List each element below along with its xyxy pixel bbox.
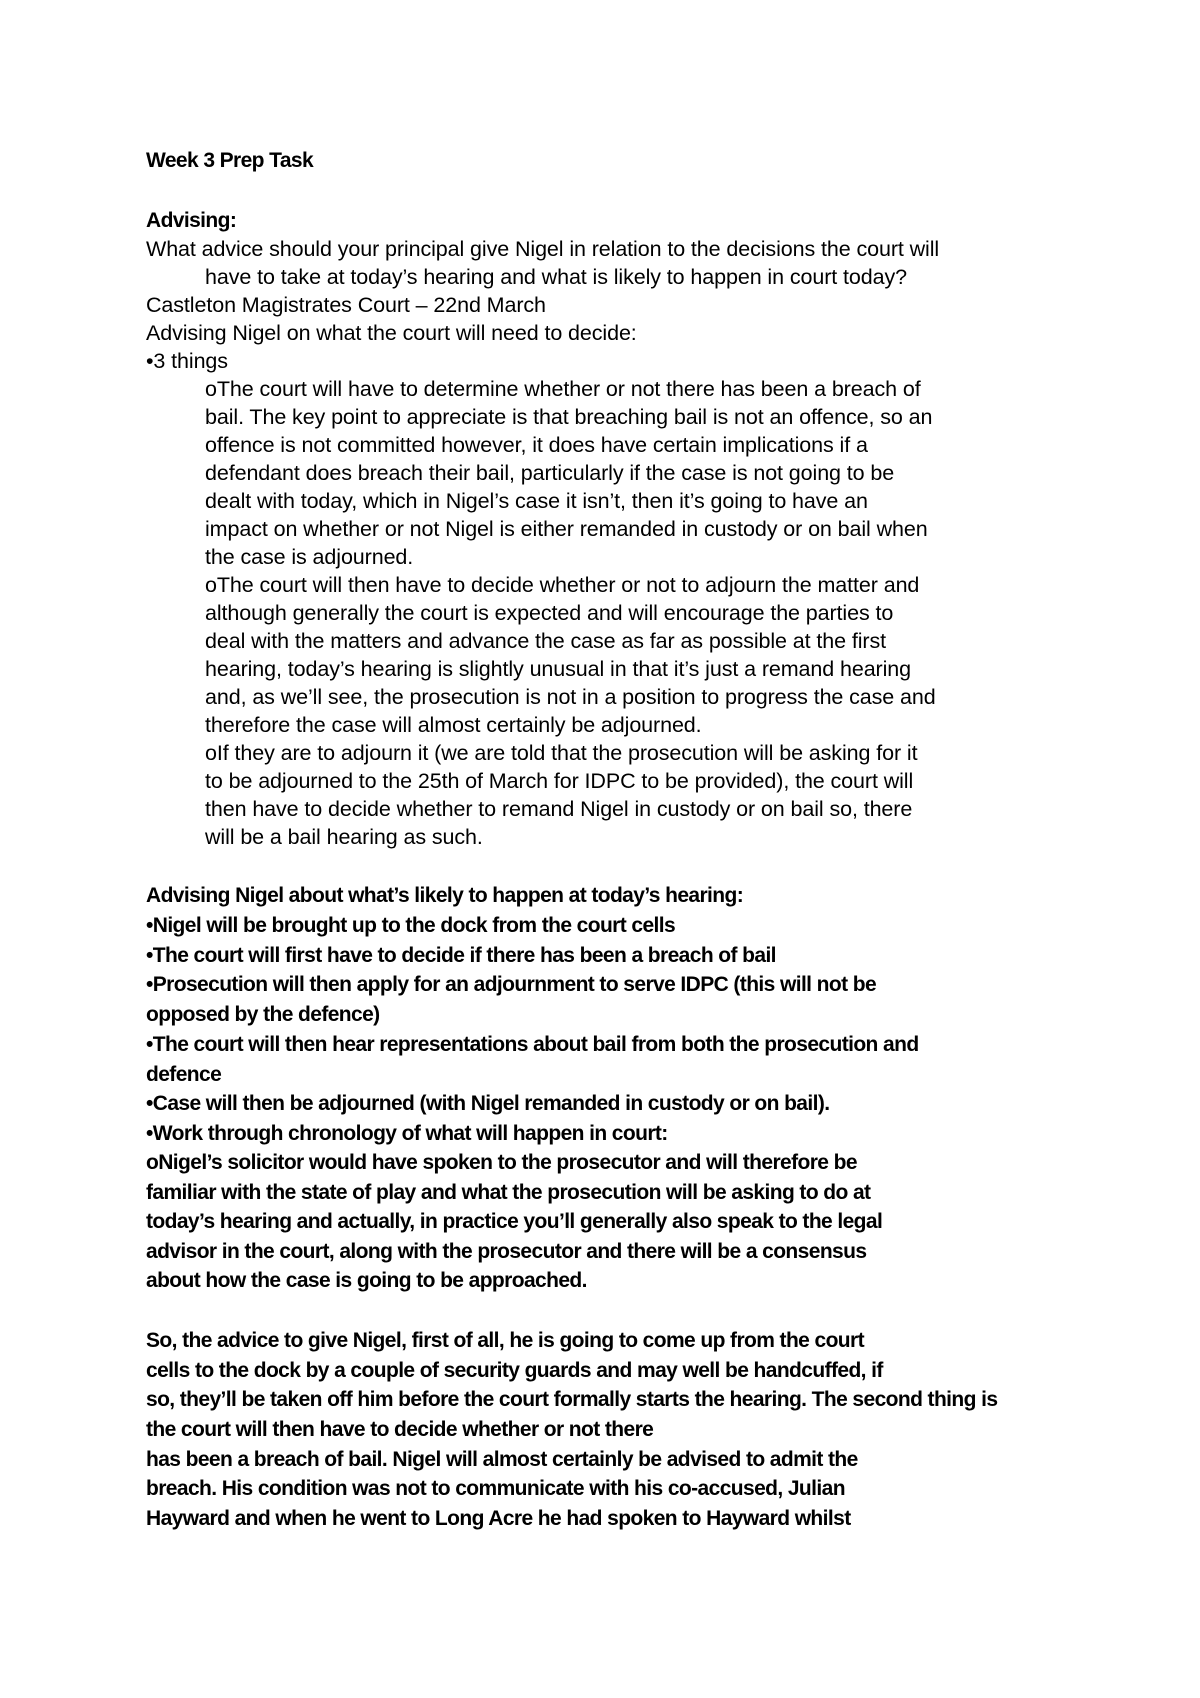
decision-point-line: defendant does breach their bail, particularly if the case is not going to be xyxy=(205,461,895,485)
decision-point-line: to be adjourned to the 25th of March for IDPC to be provided), the court will xyxy=(205,769,914,793)
hearing-line: today’s hearing and actually, in practice you’ll generally also speak to the legal xyxy=(146,1210,883,1233)
advice-line: Hayward and when he went to Long Acre he had spoken to Hayward whilst xyxy=(146,1507,851,1530)
decision-point-line: bail. The key point to appreciate is that breaching bail is not an offence, so an xyxy=(205,405,933,429)
advice-line: cells to the dock by a couple of security guards and may well be handcuffed, if xyxy=(146,1359,883,1382)
decision-point-line: dealt with today, which in Nigel’s case it isn’t, then it’s going to have an xyxy=(205,489,868,513)
decision-point-line: oThe court will then have to decide whether or not to adjourn the matter and xyxy=(205,573,920,597)
hearing-line: •The court will then hear representations about bail from both the prosecution and xyxy=(146,1033,919,1056)
decision-point-line: and, as we’ll see, the prosecution is not in a position to progress the case and xyxy=(205,685,936,709)
advising-heading: Advising: xyxy=(146,209,237,232)
question-line: What advice should your principal give Nigel in relation to the decisions the court will xyxy=(146,237,940,261)
hearing-line: opposed by the defence) xyxy=(146,1003,380,1026)
hearing-line: oNigel’s solicitor would have spoken to the prosecutor and will therefore be xyxy=(146,1151,857,1174)
decision-point-line: offence is not committed however, it does have certain implications if a xyxy=(205,433,868,457)
hearing-line: •Work through chronology of what will happen in court: xyxy=(146,1122,668,1145)
advice-line: has been a breach of bail. Nigel will almost certainly be advised to admit the xyxy=(146,1448,858,1471)
advice-line: so, they’ll be taken off him before the court formally starts the hearing. The second thing is xyxy=(146,1388,998,1411)
bullet-three-things: •3 things xyxy=(146,349,228,373)
hearing-line: •Nigel will be brought up to the dock from the court cells xyxy=(146,914,676,937)
decision-point-line: then have to decide whether to remand Nigel in custody or on bail so, there xyxy=(205,797,913,821)
advice-line: the court will then have to decide whether or not there xyxy=(146,1418,654,1441)
decision-point-line: the case is adjourned. xyxy=(205,545,414,569)
decision-point-line: therefore the case will almost certainly be adjourned. xyxy=(205,713,702,737)
decision-point-line: oIf they are to adjourn it (we are told that the prosecution will be asking for it xyxy=(205,741,918,765)
hearing-line: •Case will then be adjourned (with Nigel remanded in custody or on bail). xyxy=(146,1092,830,1115)
decide-intro: Advising Nigel on what the court will need to decide: xyxy=(146,321,637,345)
advice-line: breach. His condition was not to communicate with his co-accused, Julian xyxy=(146,1477,845,1500)
decision-point-line: impact on whether or not Nigel is either remanded in custody or on bail when xyxy=(205,517,928,541)
hearing-heading: Advising Nigel about what’s likely to happen at today’s hearing: xyxy=(146,884,744,907)
hearing-line: •Prosecution will then apply for an adjournment to serve IDPC (this will not be xyxy=(146,973,877,996)
document-title: Week 3 Prep Task xyxy=(146,149,314,172)
decision-point-line: although generally the court is expected and will encourage the parties to xyxy=(205,601,894,625)
decision-point-line: hearing, today’s hearing is slightly unusual in that it’s just a remand hearing xyxy=(205,657,912,681)
question-line: have to take at today’s hearing and what is likely to happen in court today? xyxy=(205,265,907,289)
decision-point-line: deal with the matters and advance the case as far as possible at the first xyxy=(205,629,886,653)
advice-line: So, the advice to give Nigel, first of all, he is going to come up from the court xyxy=(146,1329,864,1352)
hearing-line: •The court will first have to decide if there has been a breach of bail xyxy=(146,944,776,967)
hearing-line: familiar with the state of play and what the prosecution will be asking to do at xyxy=(146,1181,871,1204)
hearing-line: defence xyxy=(146,1063,222,1086)
decision-point-line: oThe court will have to determine whether or not there has been a breach of xyxy=(205,377,921,401)
decision-point-line: will be a bail hearing as such. xyxy=(205,825,483,849)
hearing-line: about how the case is going to be approached. xyxy=(146,1269,587,1292)
court-line: Castleton Magistrates Court – 22nd March xyxy=(146,293,546,317)
hearing-line: advisor in the court, along with the prosecutor and there will be a consensus xyxy=(146,1240,867,1263)
